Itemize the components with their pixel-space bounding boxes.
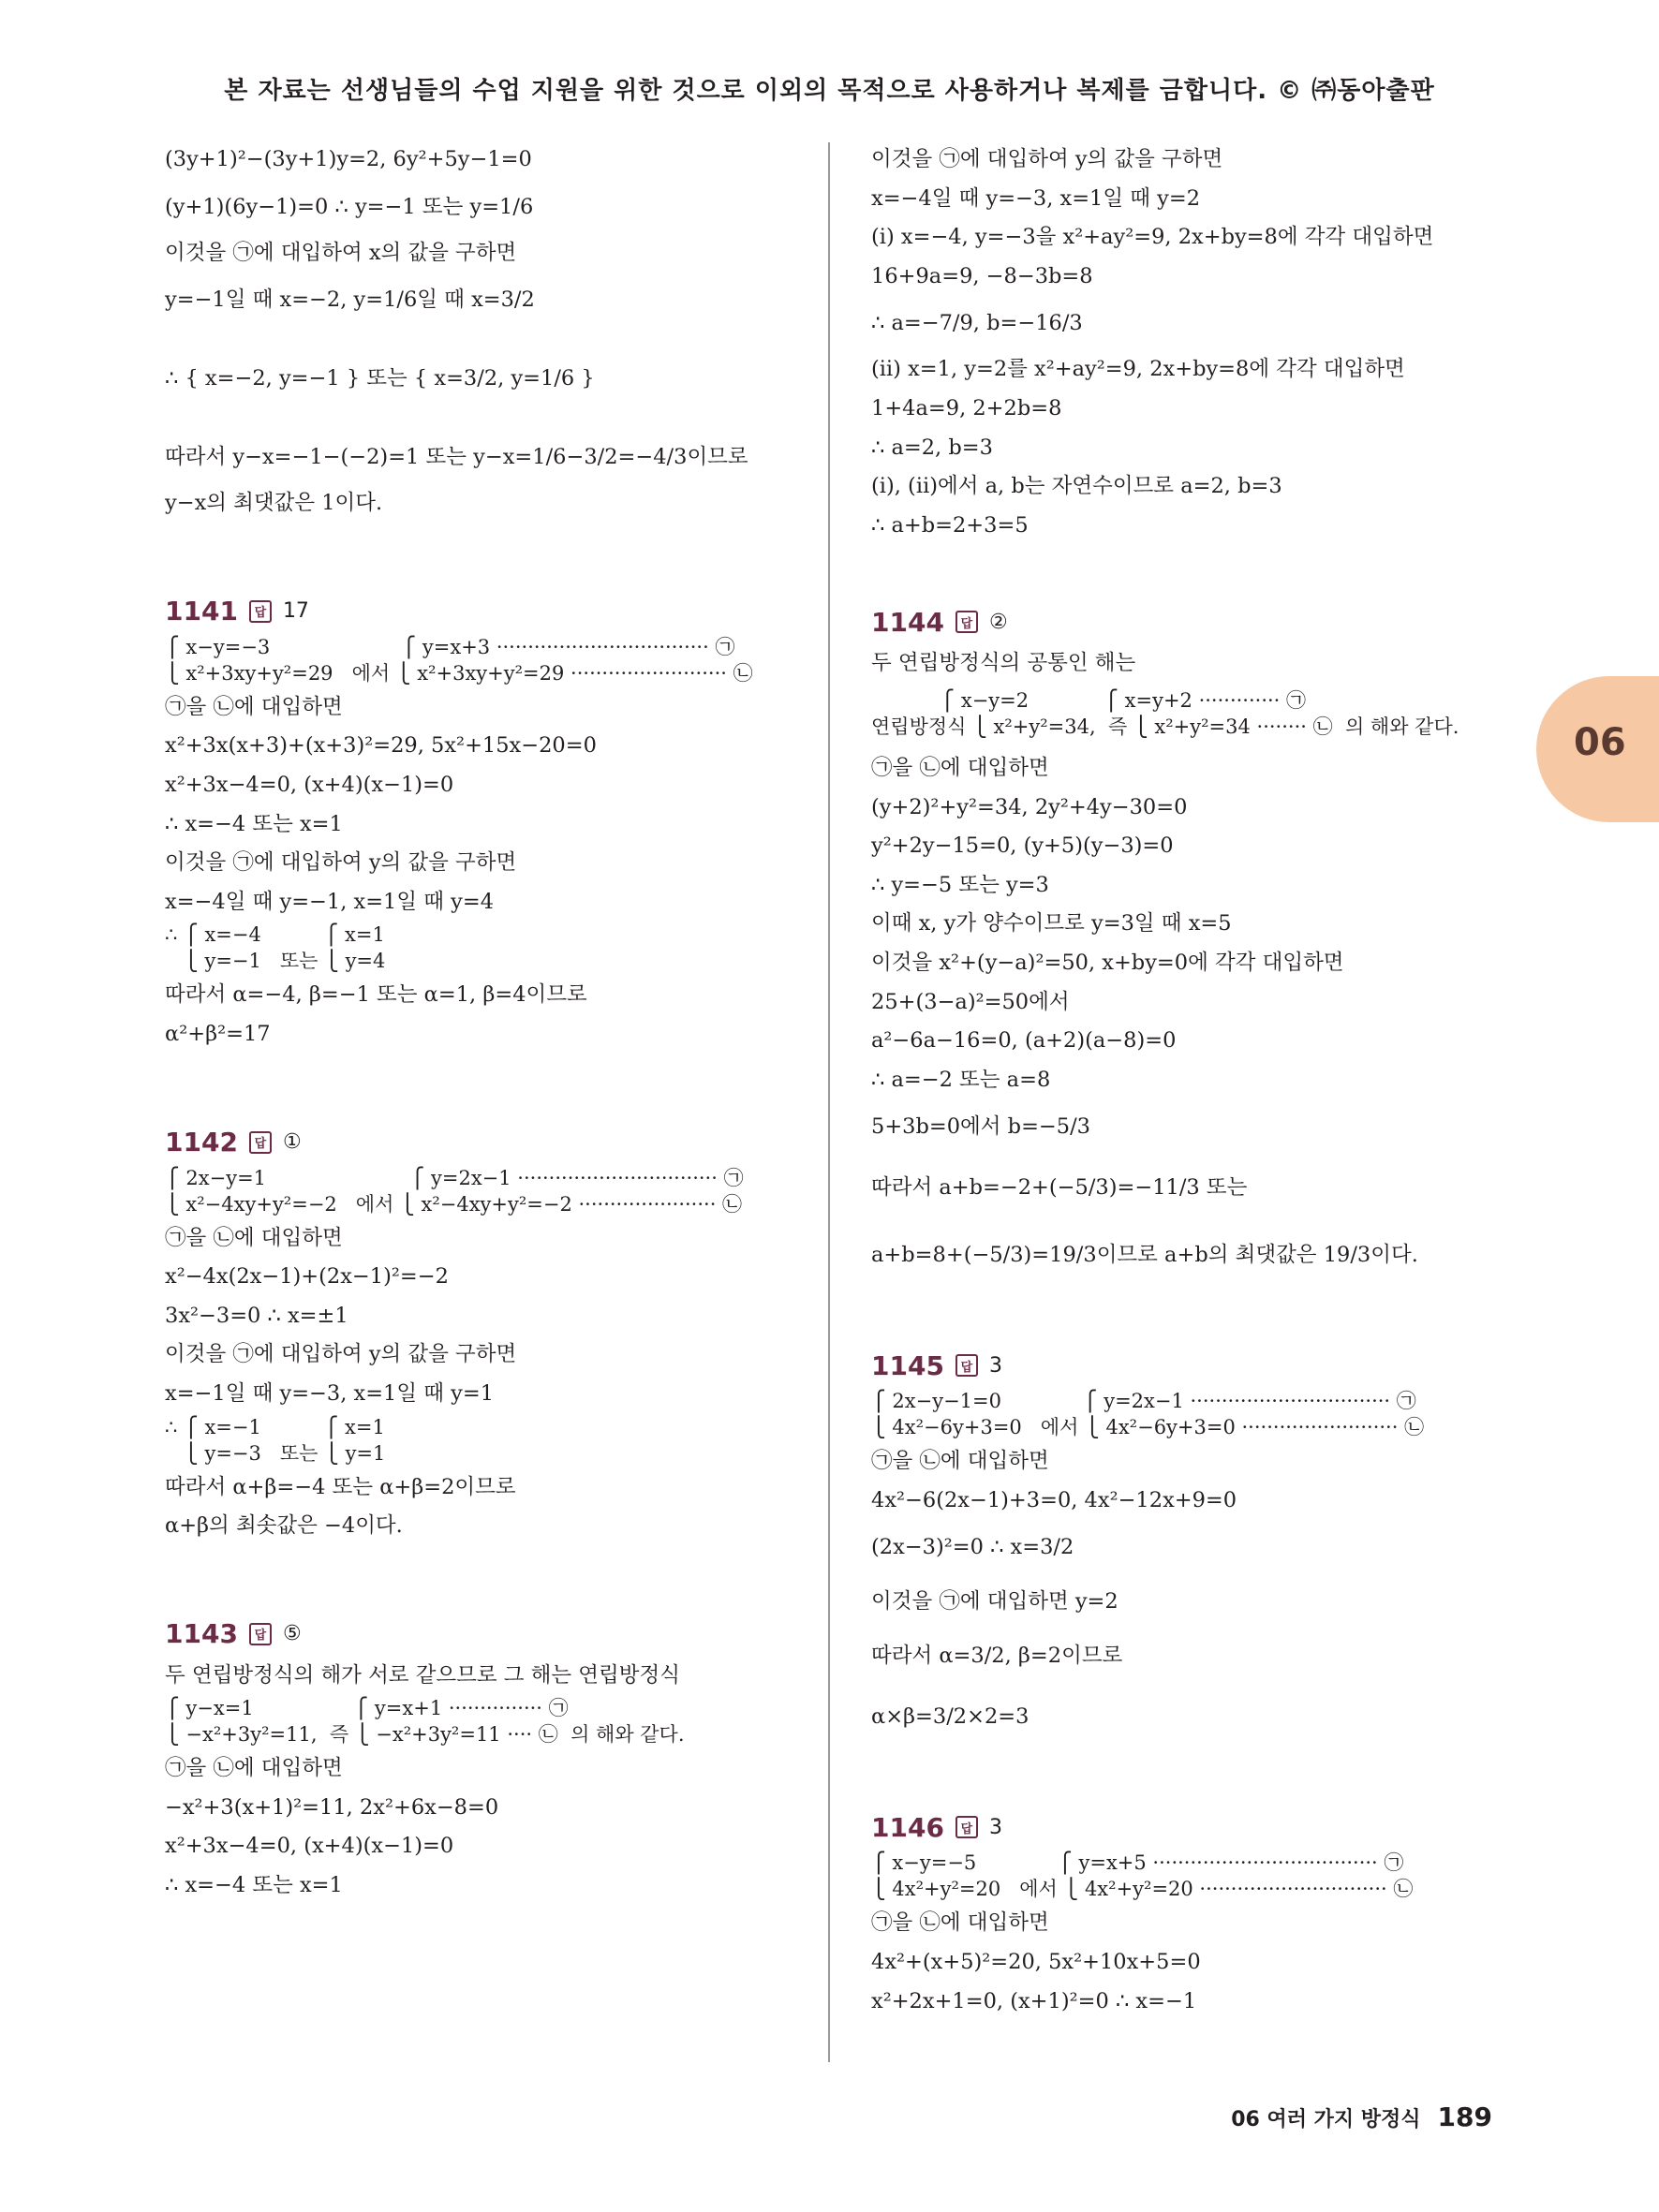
solution-line: ∴ x=−4 또는 x=1 <box>165 811 343 836</box>
solution-line: α+β의 최솟값은 −4이다. <box>165 1513 403 1539</box>
solution-line: 두 연립방정식의 공통인 해는 <box>871 651 1136 676</box>
answer-value: 17 <box>282 599 309 624</box>
problem-number: 1141 <box>165 596 238 627</box>
solution-line: x²−4x(2x−1)+(2x−1)²=−2 <box>165 1264 449 1290</box>
solution-line: ㉠을 ㉡에 대입하면 <box>871 755 1049 780</box>
answer-value: 3 <box>988 1353 1002 1378</box>
solution-line: ㉠을 ㉡에 대입하면 <box>165 1756 343 1781</box>
solution-line: 이것을 x²+(y−a)²=50, x+by=0에 각각 대입하면 <box>871 950 1344 975</box>
problem-number: 1144 <box>871 606 944 638</box>
problem-header-1142 <box>165 1120 783 1165</box>
solution-line: ㉠을 ㉡에 대입하면 <box>871 1449 1049 1474</box>
problem-number: 1143 <box>165 1618 238 1650</box>
solution-line: ㉠을 ㉡에 대입하면 <box>871 1910 1049 1936</box>
solution-line: 이것을 ㉠에 대입하여 x의 값을 구하면 <box>165 240 517 265</box>
right-column <box>871 140 1499 2021</box>
solution-line: x²+2x+1=0, (x+1)²=0 ∴ x=−1 <box>871 1988 1197 2013</box>
solution-line: x²+3x(x+3)+(x+3)²=29, 5x²+15x−20=0 <box>165 733 597 759</box>
solution-system: ∴ ⎧ x=−4 ⎧ x=1 ⎩ y=−1 또는 ⎩ y=4 <box>165 923 386 973</box>
solution-system: ∴ ⎧ x=−1 ⎧ x=1 ⎩ y=−3 또는 ⎩ y=1 <box>165 1415 386 1465</box>
solution-line: 따라서 a+b=−2+(−5/3)=−11/3 또는 <box>871 1175 1248 1201</box>
solution-line: 이것을 ㉠에 대입하여 y의 값을 구하면 <box>871 147 1223 171</box>
solution-line: 이때 x, y가 양수이므로 y=3일 때 x=5 <box>871 911 1232 936</box>
problem-header-1146 <box>871 1805 1499 1850</box>
solution-line: x²+3x−4=0, (x+4)(x−1)=0 <box>165 772 454 797</box>
solution-line: 따라서 α=3/2, β=2이므로 <box>871 1644 1123 1669</box>
answer-value: ⑤ <box>282 1622 302 1646</box>
answer-value: 3 <box>988 1815 1002 1839</box>
solution-line: x=−1일 때 y=−3, x=1일 때 y=1 <box>165 1380 495 1406</box>
left-column <box>165 140 783 1906</box>
chapter-side-tab-label: 06 <box>1574 721 1626 764</box>
solution-line: 1+4a=9, 2+2b=8 <box>871 395 1062 420</box>
solution-line: ∴ a=2, b=3 <box>871 435 993 460</box>
solution-line: x=−4일 때 y=−3, x=1일 때 y=2 <box>871 185 1201 211</box>
problem-number: 1146 <box>871 1811 944 1843</box>
solution-line: (ⅰ) x=−4, y=−3을 x²+ay²=9, 2x+by=8에 각각 대입하면 <box>871 225 1434 250</box>
problem-header-1143 <box>165 1612 783 1657</box>
equation-system: ⎧ 2x−y=1 ⎧ y=2x−1 ································ ㉠ ⎩ x²−4xy+y²=−2 에서 ⎩ x²−4xy+y²=−2 ······················ ㉡ <box>165 1166 744 1216</box>
equation-system: ⎧ y−x=1 ⎧ y=x+1 ··············· ㉠ ⎩ −x²+3y²=11, 즉 ⎩ −x²+3y²=11 ···· ㉡ 의 해와 같다. <box>165 1697 685 1747</box>
page-footer <box>1231 2101 1492 2132</box>
solution-line: 이것을 ㉠에 대입하면 y=2 <box>871 1589 1118 1615</box>
solution-line: a²−6a−16=0, (a+2)(a−8)=0 <box>871 1028 1177 1054</box>
solution-line: ∴ x=−4 또는 x=1 <box>165 1873 343 1898</box>
solution-line: y²+2y−15=0, (y+5)(y−3)=0 <box>871 833 1174 859</box>
solution-line: (3y+1)²−(3y+1)y=2, 6y²+5y−1=0 <box>165 147 532 171</box>
footer-chapter-title: 06 여러 가지 방정식 <box>1231 2108 1421 2131</box>
page-number: 189 <box>1437 2101 1492 2132</box>
answer-value: ② <box>988 610 1008 634</box>
equation-system: ⎧ x−y=−3 ⎧ y=x+3 ·································· ㉠ ⎩ x²+3xy+y²=29 에서 ⎩ x²+3xy+y²=29 ························· ㉡ <box>165 635 753 685</box>
solution-line: 따라서 α=−4, β=−1 또는 α=1, β=4이므로 <box>165 982 587 1008</box>
solution-line: 5+3b=0에서 b=−5/3 <box>871 1114 1090 1140</box>
solution-line: ∴ a+b=2+3=5 <box>871 512 1029 538</box>
solution-line: 25+(3−a)²=50에서 <box>871 989 1070 1014</box>
answer-icon: 답 <box>249 1131 272 1154</box>
equation-system: ⎧ 2x−y−1=0 ⎧ y=2x−1 ································ ㉠ ⎩ 4x²−6y+3=0 에서 ⎩ 4x²−6y+3=0 ························· ㉡ <box>871 1390 1425 1439</box>
solution-line: 4x²+(x+5)²=20, 5x²+10x+5=0 <box>871 1950 1201 1975</box>
solution-line: 이것을 ㉠에 대입하여 y의 값을 구하면 <box>165 1342 517 1367</box>
problem-header-1145 <box>871 1343 1499 1388</box>
solution-line: ∴ a=−2 또는 a=8 <box>871 1067 1051 1092</box>
solution-line: ∴ { x=−2, y=−1 } 또는 { x=3/2, y=1/6 } <box>165 366 595 391</box>
problem-header-1144 <box>871 599 1499 644</box>
solution-line: 16+9a=9, −8−3b=8 <box>871 263 1093 288</box>
solution-line: (2x−3)²=0 ∴ x=3/2 <box>871 1535 1074 1560</box>
solution-line: (y+2)²+y²=34, 2y²+4y−30=0 <box>871 794 1188 819</box>
solution-line: ∴ a=−7/9, b=−16/3 <box>871 311 1083 336</box>
problem-number: 1145 <box>871 1349 944 1381</box>
answer-value: ① <box>282 1130 302 1155</box>
solution-line: 3x²−3=0 ∴ x=±1 <box>165 1303 348 1328</box>
solution-line: α²+β²=17 <box>165 1021 271 1046</box>
solution-line: (ⅰ), (ⅱ)에서 a, b는 자연수이므로 a=2, b=3 <box>871 474 1282 499</box>
solution-line: y−x의 최댓값은 1이다. <box>165 491 383 516</box>
answer-icon: 답 <box>955 1354 978 1377</box>
solution-line: ㉠을 ㉡에 대입하면 <box>165 1225 343 1250</box>
answer-icon: 답 <box>249 1623 272 1645</box>
column-divider <box>828 142 830 2062</box>
solution-line: 두 연립방정식의 해가 서로 같으므로 그 해는 연립방정식 <box>165 1662 680 1688</box>
solution-line: 따라서 y−x=−1−(−2)=1 또는 y−x=1/6−3/2=−4/3이므로 <box>165 445 748 470</box>
copyright-notice: 본 자료는 선생님들의 수업 지원을 위한 것으로 이외의 목적으로 사용하거나 복제를 금합니다. © ㈜동아출판 <box>224 77 1435 105</box>
solution-line: a+b=8+(−5/3)=19/3이므로 a+b의 최댓값은 19/3이다. <box>871 1243 1418 1268</box>
solution-line: ㉠을 ㉡에 대입하면 <box>165 694 343 719</box>
equation-system: ⎧ x−y=2 ⎧ x=y+2 ············· ㉠ 연립방정식 ⎩ x²+y²=34, 즉 ⎩ x²+y²=34 ········ ㉡ 의 해와 같다. <box>871 688 1459 738</box>
solution-line: −x²+3(x+1)²=11, 2x²+6x−8=0 <box>165 1794 499 1820</box>
answer-icon: 답 <box>955 611 978 633</box>
solution-line: 따라서 α+β=−4 또는 α+β=2이므로 <box>165 1474 516 1499</box>
solution-line: (y+1)(6y−1)=0 ∴ y=−1 또는 y=1/6 <box>165 194 534 219</box>
problem-number: 1142 <box>165 1127 238 1158</box>
solution-line: 4x²−6(2x−1)+3=0, 4x²−12x+9=0 <box>871 1487 1237 1512</box>
equation-system: ⎧ x−y=−5 ⎧ y=x+5 ···································· ㉠ ⎩ 4x²+y²=20 에서 ⎩ 4x²+y²=20 ······························ ㉡ <box>871 1851 1414 1901</box>
solution-line: α×β=3/2×2=3 <box>871 1704 1029 1730</box>
solution-line: ∴ y=−5 또는 y=3 <box>871 872 1049 897</box>
solution-line: 이것을 ㉠에 대입하여 y의 값을 구하면 <box>165 850 517 876</box>
problem-header-1141 <box>165 589 783 634</box>
solution-line: x=−4일 때 y=−1, x=1일 때 y=4 <box>165 889 495 914</box>
solution-line: y=−1일 때 x=−2, y=1/6일 때 x=3/2 <box>165 288 535 313</box>
answer-icon: 답 <box>955 1816 978 1838</box>
solution-line: x²+3x−4=0, (x+4)(x−1)=0 <box>165 1834 454 1859</box>
answer-icon: 답 <box>249 600 272 623</box>
solution-line: (ⅱ) x=1, y=2를 x²+ay²=9, 2x+by=8에 각각 대입하면 <box>871 357 1405 382</box>
